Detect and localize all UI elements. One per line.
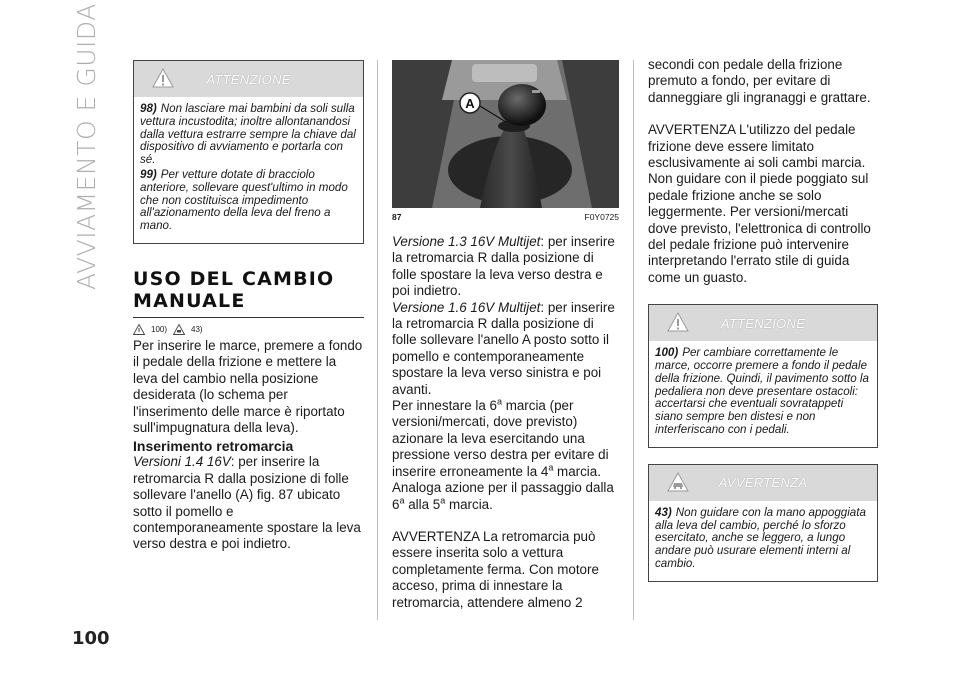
column-1 [133, 60, 364, 553]
version-14-paragraph [133, 454, 364, 552]
sup-2: a [548, 462, 554, 473]
attention-ref-icon [133, 324, 145, 335]
note-98-number: 98) [140, 102, 157, 115]
figure-caption [392, 212, 619, 222]
note-43-number: 43) [655, 505, 672, 519]
warning-box-body [649, 501, 877, 581]
section-title-line-1: USO DEL CAMBIO [133, 267, 335, 290]
attention-box-1-body [134, 97, 363, 243]
figure-number: 87 [392, 212, 402, 222]
sixth-gear-text-c: marcia. Analoga azione per il passaggio dalla 6 [392, 463, 614, 512]
continued-text: secondi con pedale della frizione premuto a fondo, per evitare di danneggiare gli ingranaggi e grattare. [648, 57, 871, 105]
sixth-gear-paragraph [392, 398, 621, 513]
version-14-text-block [133, 454, 364, 552]
sixth-gear-text-b: marcia (per versioni/mercati, dove previsto) azionare la leva esercitando una pressione verso destra per evitare di inserire erroneamente la 4 [392, 398, 609, 479]
column-divider-1 [377, 60, 378, 620]
version-16-paragraph [392, 300, 621, 398]
sup-4: a [440, 495, 446, 506]
sixth-gear-text-d: alla 5 [404, 496, 441, 512]
sup-1: a [496, 396, 502, 407]
section-heading [133, 268, 364, 312]
side-chapter-title-text: AVVIAMENTO E GUIDA [72, 3, 101, 290]
version-14-text: : per inserire la retromarcia R dalla posizione di folle sollevare l'anello (A) fig. 87 ubicato sotto il pomello e contemporaneamente spostare la leva verso destra e poi indietro. [133, 454, 361, 552]
warning-ref-icon [173, 324, 185, 335]
attention-box-2 [648, 304, 878, 448]
note-98-text: Non lasciare mai bambini da soli sulla vettura incustodita; inoltre allontanandosi dalla vettura estrarre sempre la chiave dal dispositivo di avviamento e portarla con sé. [140, 102, 356, 167]
car-warning-icon [667, 471, 689, 493]
figure-code: F0Y0725 [584, 212, 619, 222]
attention-ref-number: 100) [151, 324, 168, 334]
sixth-gear-text-a: Per innestare la 6 [392, 398, 497, 414]
version-14-label: Versioni 1.4 16V [133, 454, 231, 470]
warning-box-header [649, 465, 877, 501]
column-2-text [392, 234, 621, 611]
reference-marks [133, 324, 364, 335]
note-100 [655, 347, 871, 437]
warning-ref-number: 43) [191, 324, 203, 334]
sup-3: a [399, 495, 405, 506]
attention-box-2-body [649, 341, 877, 447]
clutch-warning-text: AVVERTENZA L'utilizzo del pedale frizione deve essere limitato esclusivamente ai soli cambi marcia. Non guidare con il piede poggiato sul pedale frizione anche se solo leggermente. Per versioni/mercati dove previsto, l'elettronica di controllo del pedale frizione può intervenire interpretando l'errato stile di guida come un guasto. [648, 122, 871, 285]
column-2 [392, 60, 621, 611]
note-99-text: Per vetture dotate di bracciolo anteriore, sollevare quest'ultimo in modo che non costituisca impedimento all'azionamento della leva del freno a mano. [140, 167, 348, 233]
sixth-gear-text-e: marcia. [445, 496, 493, 512]
warning-triangle-icon [152, 67, 174, 89]
section-title-line-2: MANUALE [133, 289, 246, 312]
intro-text: Per inserire le marce, premere a fondo il pedale della frizione e mettere la leva del cambio nella posizione desiderata (lo schema per l'inserimento delle marce è riportato sull'impugnatura della leva). [133, 337, 363, 435]
note-99-number: 99) [140, 167, 157, 181]
attention-box-2-header [649, 305, 877, 341]
gear-lever-illustration [392, 60, 619, 208]
warning-box-title: AVVERTENZA [718, 475, 808, 491]
attention-box-1 [133, 60, 364, 244]
note-100-number: 100) [655, 346, 679, 360]
version-13-text: : per inserire la retromarcia R dalla posizione di folle spostare la leva verso destra e poi indietro. [392, 234, 615, 299]
intro-paragraph [133, 338, 364, 436]
note-100-text: Per cambiare correttamente le marce, occorre premere a fondo il pedale della frizione. Quindi, il pavimento sotto la pedaliera non deve presentare ostacoli: accertarsi che eventuali sovratappeti siano sempre ben distesi e non interferiscano con i pedali. [655, 346, 869, 437]
subheading-reverse-gear: Inserimento retromarcia [133, 438, 294, 455]
attention-box-2-title: ATTENZIONE [720, 315, 806, 331]
column-3 [648, 57, 878, 582]
reverse-warning-paragraph: AVVERTENZA La retromarcia può essere inserita solo a vettura completamente ferma. Con motore acceso, prima di innestare la retromarcia, attendere almeno 2 [392, 528, 599, 610]
version-13-label: Versione 1.3 16V Multijet [392, 234, 541, 249]
column-divider-2 [633, 60, 634, 620]
note-43 [655, 507, 871, 571]
page-number: 100 [72, 628, 110, 649]
gear-lever-figure [392, 60, 619, 208]
warning-triangle-icon [667, 311, 689, 333]
note-98 [140, 103, 357, 167]
figure-callout-a: A [465, 96, 475, 111]
section-rule [133, 317, 364, 318]
note-43-text: Non guidare con la mano appoggiata alla leva del cambio, perché lo sforzo esercitato, anche se leggero, a lungo andare può usurare elementi interni al cambio. [655, 505, 866, 571]
attention-box-1-title: ATTENZIONE [206, 71, 291, 87]
continued-paragraph [648, 57, 878, 286]
note-99 [140, 169, 357, 233]
version-16-label: Versione 1.6 16V Multijet [392, 299, 541, 315]
warning-box [648, 464, 878, 582]
attention-box-1-header [134, 61, 363, 97]
version-16-text: : per inserire la retromarcia R dalla posizione di folle sollevare l'anello A posto sotto il pomello e contemporaneamente spostare la leva verso sinistra e poi avanti. [392, 299, 615, 397]
version-13-paragraph [392, 234, 621, 300]
